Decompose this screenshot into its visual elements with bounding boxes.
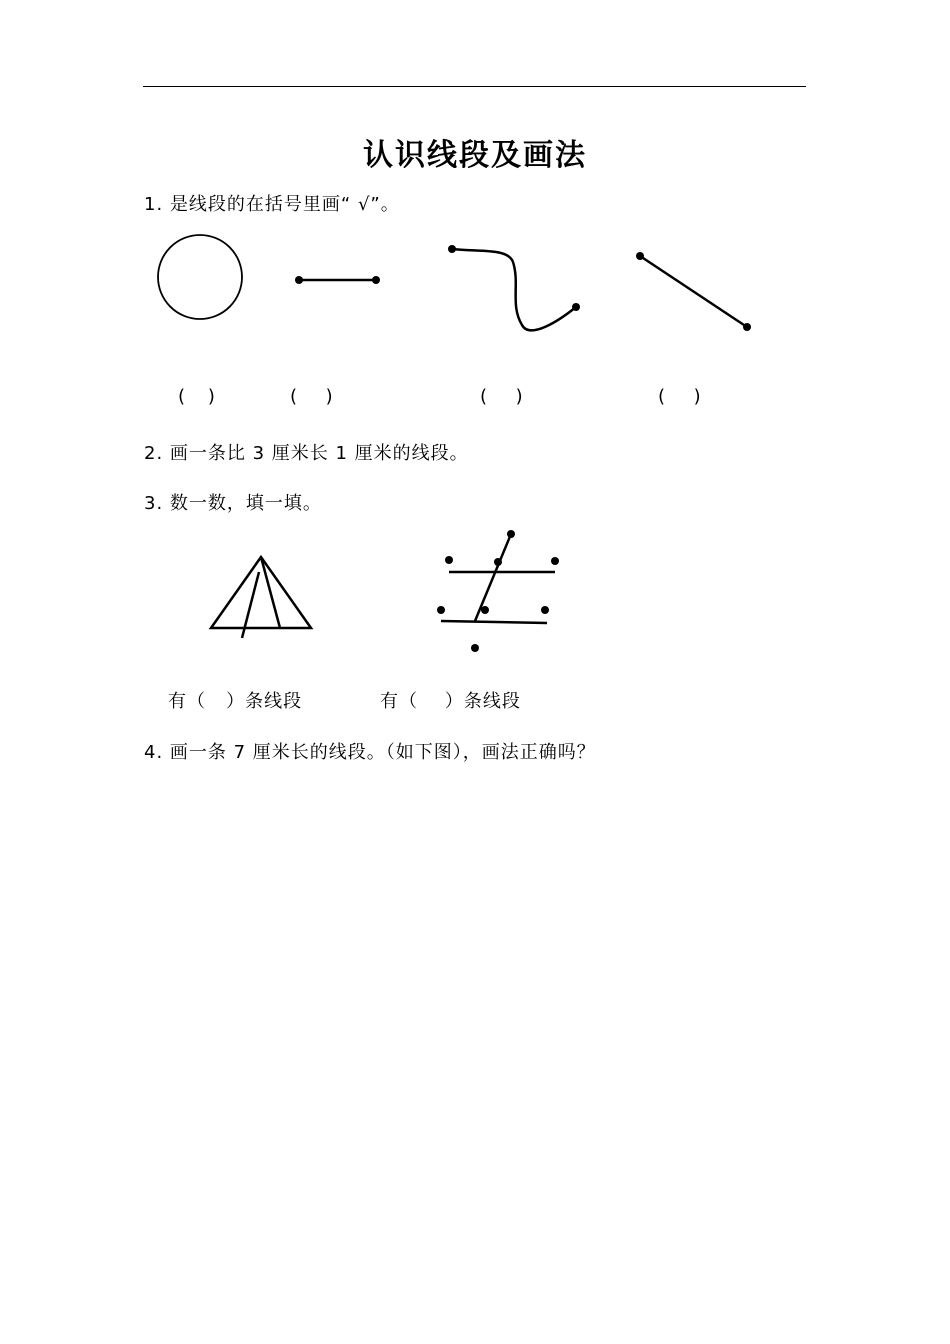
answer-bracket-4[interactable]: ( ) [658, 386, 701, 407]
parallel-lines-figure [437, 530, 559, 652]
question-1: 1. 是线段的在括号里画“ √”。 [144, 194, 400, 215]
question-2: 2. 画一条比 3 厘米长 1 厘米的线段。 [144, 443, 469, 464]
page-title: 认识线段及画法 [363, 138, 587, 173]
answer-bracket-2[interactable]: ( ) [290, 386, 333, 407]
question-4: 4. 画一条 7 厘米长的线段。（如下图），画法正确吗？ [144, 742, 596, 763]
answer-bracket-1[interactable]: ( ) [178, 386, 215, 407]
caption-lines-count: 有（ ）条线段 [380, 691, 521, 712]
answer-bracket-3[interactable]: ( ) [480, 386, 523, 407]
triangle-figure [211, 557, 311, 638]
question-3: 3. 数一数，填一填。 [144, 493, 322, 514]
caption-triangle-count: 有（ ）条线段 [168, 691, 303, 712]
